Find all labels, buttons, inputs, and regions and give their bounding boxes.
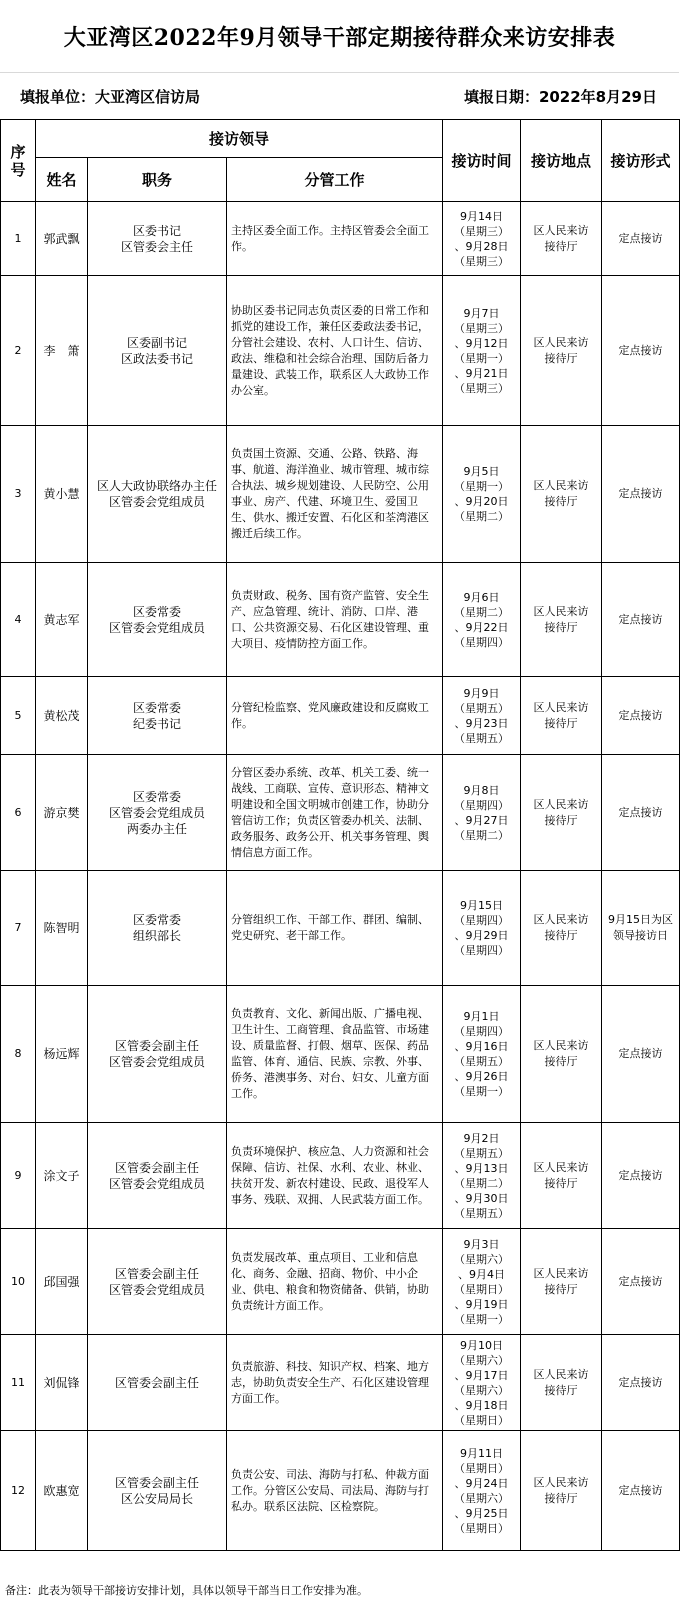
- row-duty: 分管组织工作、干部工作、群团、编制、党史研究、老干部工作。: [227, 871, 443, 986]
- row-form: 定点接访: [602, 1229, 680, 1335]
- table-row: [1, 426, 680, 563]
- row-position: 区管委会副主任: [88, 1335, 227, 1431]
- header-name: 姓名: [36, 158, 88, 202]
- row-time: 9月1日 （星期四） 、9月16日 （星期五） 、9月26日 （星期一）: [443, 986, 521, 1123]
- row-place: 区人民来访 接待厅: [521, 1335, 602, 1431]
- table-row: [1, 276, 680, 426]
- row-position: 区管委会副主任 区管委会党组成员: [88, 986, 227, 1123]
- title-divider: [0, 72, 679, 73]
- row-form: 定点接访: [602, 1431, 680, 1551]
- row-position: 区管委会副主任 区管委会党组成员: [88, 1229, 227, 1335]
- row-time: 9月14日 （星期三） 、9月28日 （星期三）: [443, 202, 521, 276]
- row-duty: 负责教育、文化、新闻出版、广播电视、卫生计生、工商管理、食品监管、市场建设、质量监督、打假、烟草、医保、药品监管、体育、通信、民族、宗教、外事、侨务、港澳事务、对台、妇女、儿童方面工作。: [227, 986, 443, 1123]
- table-row: [1, 1431, 680, 1551]
- filler-date: 填报日期：2022年8月29日: [463, 88, 657, 106]
- row-duty: 分管区委办系统、改革、机关工委、统一战线、工商联、宣传、意识形态、精神文明建设和全国文明城市创建工作，协助分管信访工作；负责区管委办机关、法制、政务服务、政务公开、机关事务管理、舆情信息方面工作。: [227, 755, 443, 871]
- row-duty: 主持区委全面工作。主持区管委会全面工作。: [227, 202, 443, 276]
- header-time: 接访时间: [443, 120, 521, 202]
- row-name: 陈智明: [36, 871, 88, 986]
- row-place: 区人民来访 接待厅: [521, 426, 602, 563]
- row-seq: 3: [1, 426, 36, 563]
- row-duty: 负责发展改革、重点项目、工业和信息化、商务、金融、招商、物价、中小企业、供电、粮食和物资储备、供销，协助负责统计方面工作。: [227, 1229, 443, 1335]
- row-form: 定点接访: [602, 1123, 680, 1229]
- row-name: 游京樊: [36, 755, 88, 871]
- row-position: 区委常委 区管委会党组成员 两委办主任: [88, 755, 227, 871]
- row-form: 定点接访: [602, 276, 680, 426]
- row-place: 区人民来访 接待厅: [521, 202, 602, 276]
- table-row: [1, 202, 680, 276]
- row-position: 区委副书记 区政法委书记: [88, 276, 227, 426]
- schedule-table-wrapper: [0, 119, 679, 1551]
- row-name: 黄小慧: [36, 426, 88, 563]
- row-seq: 1: [1, 202, 36, 276]
- row-seq: 7: [1, 871, 36, 986]
- table-row: [1, 755, 680, 871]
- row-duty: 负责公安、司法、海防与打私、仲裁方面工作。分管区公安局、司法局、海防与打私办。联系区法院、区检察院。: [227, 1431, 443, 1551]
- row-place: 区人民来访 接待厅: [521, 871, 602, 986]
- row-name: 涂文子: [36, 1123, 88, 1229]
- row-form: 定点接访: [602, 677, 680, 755]
- header-seq: 序号: [1, 120, 36, 202]
- row-time: 9月9日 （星期五） 、9月23日 （星期五）: [443, 677, 521, 755]
- row-name: 黄松茂: [36, 677, 88, 755]
- header-duty: 分管工作: [227, 158, 443, 202]
- document-title: 大亚湾区2022年9月领导干部定期接待群众来访安排表: [63, 24, 616, 51]
- row-place: 区人民来访 接待厅: [521, 986, 602, 1123]
- row-place: 区人民来访 接待厅: [521, 1229, 602, 1335]
- schedule-table: [0, 119, 680, 1551]
- table-row: [1, 563, 680, 677]
- row-name: 邱国强: [36, 1229, 88, 1335]
- row-seq: 2: [1, 276, 36, 426]
- row-form: 定点接访: [602, 1335, 680, 1431]
- row-duty: 负责国土资源、交通、公路、铁路、海事、航道、海洋渔业、城市管理、城市综合执法、城乡规划建设、人民防空、公用事业、房产、代建、环境卫生、爱国卫生、供水、搬迁安置、石化区和荃湾港区搬迁后续工作。: [227, 426, 443, 563]
- row-position: 区管委会副主任 区管委会党组成员: [88, 1123, 227, 1229]
- row-position: 区委常委 组织部长: [88, 871, 227, 986]
- row-seq: 11: [1, 1335, 36, 1431]
- row-seq: 5: [1, 677, 36, 755]
- row-form: 定点接访: [602, 755, 680, 871]
- table-row: [1, 1123, 680, 1229]
- table-row: [1, 1229, 680, 1335]
- row-seq: 10: [1, 1229, 36, 1335]
- row-position: 区管委会副主任 区公安局局长: [88, 1431, 227, 1551]
- row-time: 9月8日 （星期四） 、9月27日 （星期二）: [443, 755, 521, 871]
- row-position: 区委常委 纪委书记: [88, 677, 227, 755]
- table-row: [1, 986, 680, 1123]
- row-seq: 8: [1, 986, 36, 1123]
- header-form: 接访形式: [602, 120, 680, 202]
- row-time: 9月3日 （星期六） 、9月4日 （星期日） 、9月19日 （星期一）: [443, 1229, 521, 1335]
- row-position: 区委常委 区管委会党组成员: [88, 563, 227, 677]
- footnote: 备注：此表为领导干部接访安排计划，具体以领导干部当日工作安排为准。: [5, 1584, 368, 1597]
- row-place: 区人民来访 接待厅: [521, 755, 602, 871]
- row-time: 9月15日 （星期四） 、9月29日 （星期四）: [443, 871, 521, 986]
- row-duty: 负责旅游、科技、知识产权、档案、地方志，协助负责安全生产、石化区建设管理方面工作。: [227, 1335, 443, 1431]
- row-seq: 6: [1, 755, 36, 871]
- row-form: 定点接访: [602, 563, 680, 677]
- row-time: 9月11日 （星期日） 、9月24日 （星期六） 、9月25日 （星期日）: [443, 1431, 521, 1551]
- header-leader-group: 接访领导: [36, 120, 443, 158]
- schedule-body: [1, 202, 680, 1551]
- row-seq: 12: [1, 1431, 36, 1551]
- row-duty: 负责财政、税务、国有资产监管、安全生产、应急管理、统计、消防、口岸、港口、公共资源交易、石化区建设管理、重大项目、疫情防控方面工作。: [227, 563, 443, 677]
- row-name: 欧惠宽: [36, 1431, 88, 1551]
- row-name: 刘侃锋: [36, 1335, 88, 1431]
- row-name: 黄志军: [36, 563, 88, 677]
- row-position: 区委书记 区管委会主任: [88, 202, 227, 276]
- row-place: 区人民来访 接待厅: [521, 1123, 602, 1229]
- row-place: 区人民来访 接待厅: [521, 276, 602, 426]
- row-duty: 协助区委书记同志负责区委的日常工作和抓党的建设工作，兼任区委政法委书记，分管社会建设、农村、人口计生、信访、政法、维稳和社会综合治理、国防后备力量建设、武装工作，联系区人大政协工作办公室。: [227, 276, 443, 426]
- row-time: 9月5日 （星期一） 、9月20日 （星期二）: [443, 426, 521, 563]
- row-duty: 负责环境保护、核应急、人力资源和社会保障、信访、社保、水利、农业、林业、扶贫开发、新农村建设、民政、退役军人事务、残联、双拥、人民武装方面工作。: [227, 1123, 443, 1229]
- table-row: [1, 1335, 680, 1431]
- row-duty: 分管纪检监察、党风廉政建设和反腐败工作。: [227, 677, 443, 755]
- row-name: 李 箫: [36, 276, 88, 426]
- header-position: 职务: [88, 158, 227, 202]
- row-seq: 9: [1, 1123, 36, 1229]
- row-form: 9月15日为区领导接访日: [602, 871, 680, 986]
- row-name: 郭武飘: [36, 202, 88, 276]
- filler-unit: 填报单位：大亚湾区信访局: [20, 88, 201, 106]
- row-form: 定点接访: [602, 202, 680, 276]
- row-place: 区人民来访 接待厅: [521, 677, 602, 755]
- row-time: 9月7日 （星期三） 、9月12日 （星期一） 、9月21日 （星期三）: [443, 276, 521, 426]
- row-place: 区人民来访 接待厅: [521, 563, 602, 677]
- table-row: [1, 677, 680, 755]
- row-form: 定点接访: [602, 426, 680, 563]
- row-time: 9月2日 （星期五） 、9月13日 （星期二） 、9月30日 （星期五）: [443, 1123, 521, 1229]
- row-time: 9月10日 （星期六） 、9月17日 （星期六） 、9月18日 （星期日）: [443, 1335, 521, 1431]
- row-position: 区人大政协联络办主任 区管委会党组成员: [88, 426, 227, 563]
- row-form: 定点接访: [602, 986, 680, 1123]
- row-time: 9月6日 （星期二） 、9月22日 （星期四）: [443, 563, 521, 677]
- row-place: 区人民来访 接待厅: [521, 1431, 602, 1551]
- row-seq: 4: [1, 563, 36, 677]
- header-place: 接访地点: [521, 120, 602, 202]
- row-name: 杨远辉: [36, 986, 88, 1123]
- table-row: [1, 871, 680, 986]
